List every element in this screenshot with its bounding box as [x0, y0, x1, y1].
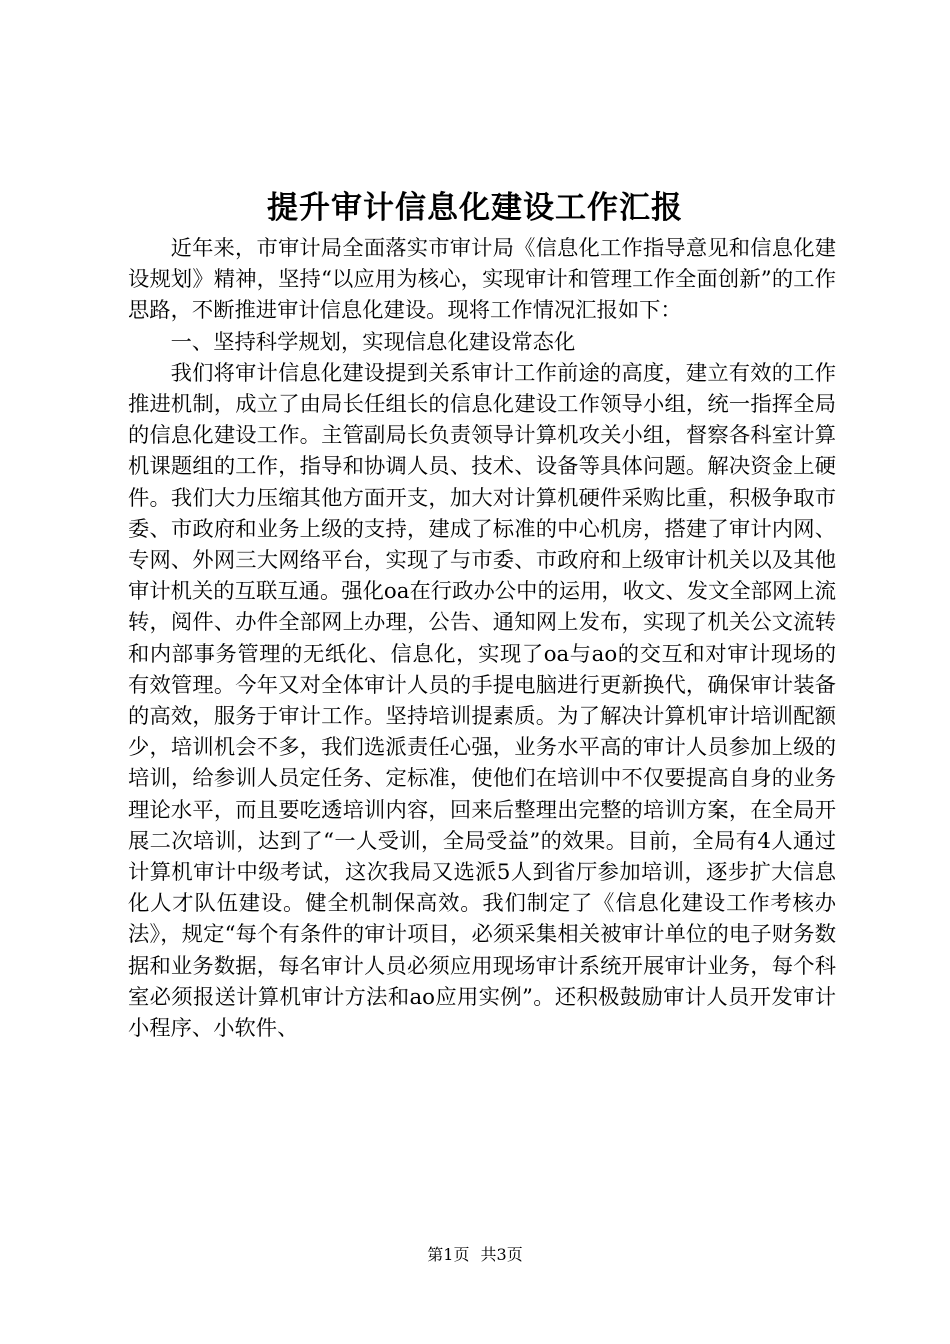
total-pages: 共3页	[480, 1245, 523, 1264]
document-body	[128, 233, 836, 1044]
body-paragraph: 我们将审计信息化建设提到关系审计工作前途的高度，建立有效的工作推进机制，成立了由局长任组长的信息化建设工作领导小组，统一指挥全局的信息化建设工作。主管副局长负责领导计算机攻关小组，督察各科室计算机课题组的工作，指导和协调人员、技术、设备等具体问题。解决资金上硬件。我们大力压缩其他方面开支，加大对计算机硬件采购比重，积极争取市委、市政府和业务上级的支持，建成了标准的中心机房，搭建了审计内网、专网、外网三大网络平台，实现了与市委、市政府和上级审计机关以及其他审计机关的互联互通。强化oa在行政办公中的运用，收文、发文全部网上流转，阅件、办件全部网上办理，公告、通知网上发布，实现了机关公文流转和内部事务管理的无纸化、信息化，实现了oa与ao的交互和对审计现场的有效管理。今年又对全体审计人员的手提电脑进行更新换代，确保审计装备的高效，服务于审计工作。坚持培训提素质。为了解决计算机审计培训配额少，培训机会不多，我们选派责任心强，业务水平高的审计人员参加上级的培训，给参训人员定任务、定标准，使他们在培训中不仅要提高自身的业务理论水平，而且要吃透培训内容，回来后整理出完整的培训方案，在全局开展二次培训，达到了“一人受训，全局受益”的效果。目前，全局有4人通过计算机审计中级考试，这次我局又选派5人到省厅参加培训，逐步扩大信息化人才队伍建设。健全机制保高效。我们制定了《信息化建设工作考核办法》，规定“每个有条件的审计项目，必须采集相关被审计单位的电子财务数据和业务数据，每名审计人员必须应用现场审计系统开展审计业务，每个科室必须报送计算机审计方法和ao应用实例”。还积极鼓励审计人员开发审计小程序、小软件、	[128, 360, 836, 1042]
section-heading: 一、坚持科学规划，实现信息化建设常态化	[170, 329, 576, 355]
document-title: 提升审计信息化建设工作汇报	[267, 190, 683, 226]
page-footer	[0, 1244, 950, 1266]
page-number: 第1页	[427, 1245, 470, 1264]
intro-paragraph: 近年来，市审计局全面落实市审计局《信息化工作指导意见和信息化建设规划》精神，坚持“以应用为核心，实现审计和管理工作全面创新”的工作思路，不断推进审计信息化建设。现将工作情况汇报如下：	[128, 236, 836, 324]
